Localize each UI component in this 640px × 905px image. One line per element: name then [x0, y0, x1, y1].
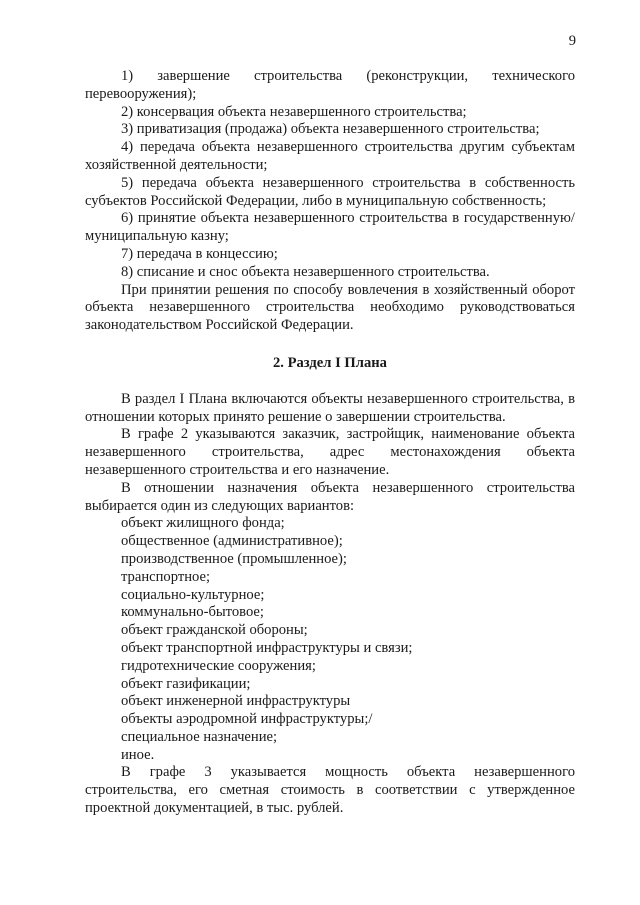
list-item: объект транспортной инфраструктуры и связи;	[121, 639, 413, 656]
list-item: 7) передача в концессию;	[121, 245, 278, 262]
page-number: 9	[568, 33, 576, 49]
list-item: объект инженерной инфраструктуры	[121, 693, 351, 710]
paragraph-column-3: В графе 3 указывается мощность объекта незавершенного строительства, его сметная стоимость в соответствии с утвержденное проектной документацией, в тыс. рублей.	[85, 764, 575, 817]
list-item: 6) принятие объекта незавершенного строительства в государственную/муниципальную казну;	[85, 210, 575, 245]
list-item: 1) завершение строительства (реконструкции, технического перевооружения);	[85, 68, 575, 102]
list-item: транспортное;	[121, 568, 211, 585]
list-item: объект газификации;	[121, 675, 251, 692]
list-item: гидротехнические сооружения;	[121, 657, 316, 674]
list-item: объект гражданской обороны;	[121, 622, 308, 639]
list-item: общественное (административное);	[121, 533, 343, 550]
list-item: 4) передача объекта незавершенного строительства другим субъектам хозяйственной деятельности;	[85, 139, 575, 173]
list-item: объект жилищного фонда;	[121, 515, 285, 532]
paragraph-purpose: В отношении назначения объекта незавершенного строительства выбирается один из следующих вариантов:	[85, 479, 575, 514]
purpose-options-list	[85, 515, 575, 764]
section-title: 2. Раздел I Плана	[273, 354, 387, 371]
list-item: 3) приватизация (продажа) объекта незавершенного строительства;	[121, 121, 540, 138]
list-item: 5) передача объекта незавершенного строительства в собственность субъектов Российской Федерации, либо в муниципальную собственность;	[85, 174, 575, 209]
list-item: специальное назначение;	[121, 728, 278, 745]
list-item: социально-культурное;	[121, 586, 265, 603]
document-body	[85, 68, 575, 818]
list-item: коммунально-бытовое;	[121, 604, 264, 621]
paragraph-decision: При принятии решения по способу вовлечения в хозяйственный оборот объекта незавершенного строительства необходимо руководствоваться законодательством Российской Федерации.	[85, 281, 575, 334]
list-item: 8) списание и снос объекта незавершенного строительства.	[121, 263, 490, 280]
list-item: объекты аэродромной инфраструктуры;/	[121, 711, 373, 728]
paragraph-section: В раздел I Плана включаются объекты незавершенного строительства, в отношении которых принято решение о завершении строительства.	[85, 390, 575, 425]
list-item: производственное (промышленное);	[121, 550, 347, 567]
list-item: иное.	[121, 746, 155, 763]
paragraph-column-2: В графе 2 указываются заказчик, застройщик, наименование объекта незавершенного строительства, адрес местонахождения объекта незавершенного строительства и его назначение.	[85, 426, 575, 478]
list-item: 2) консервация объекта незавершенного строительства;	[121, 103, 467, 120]
